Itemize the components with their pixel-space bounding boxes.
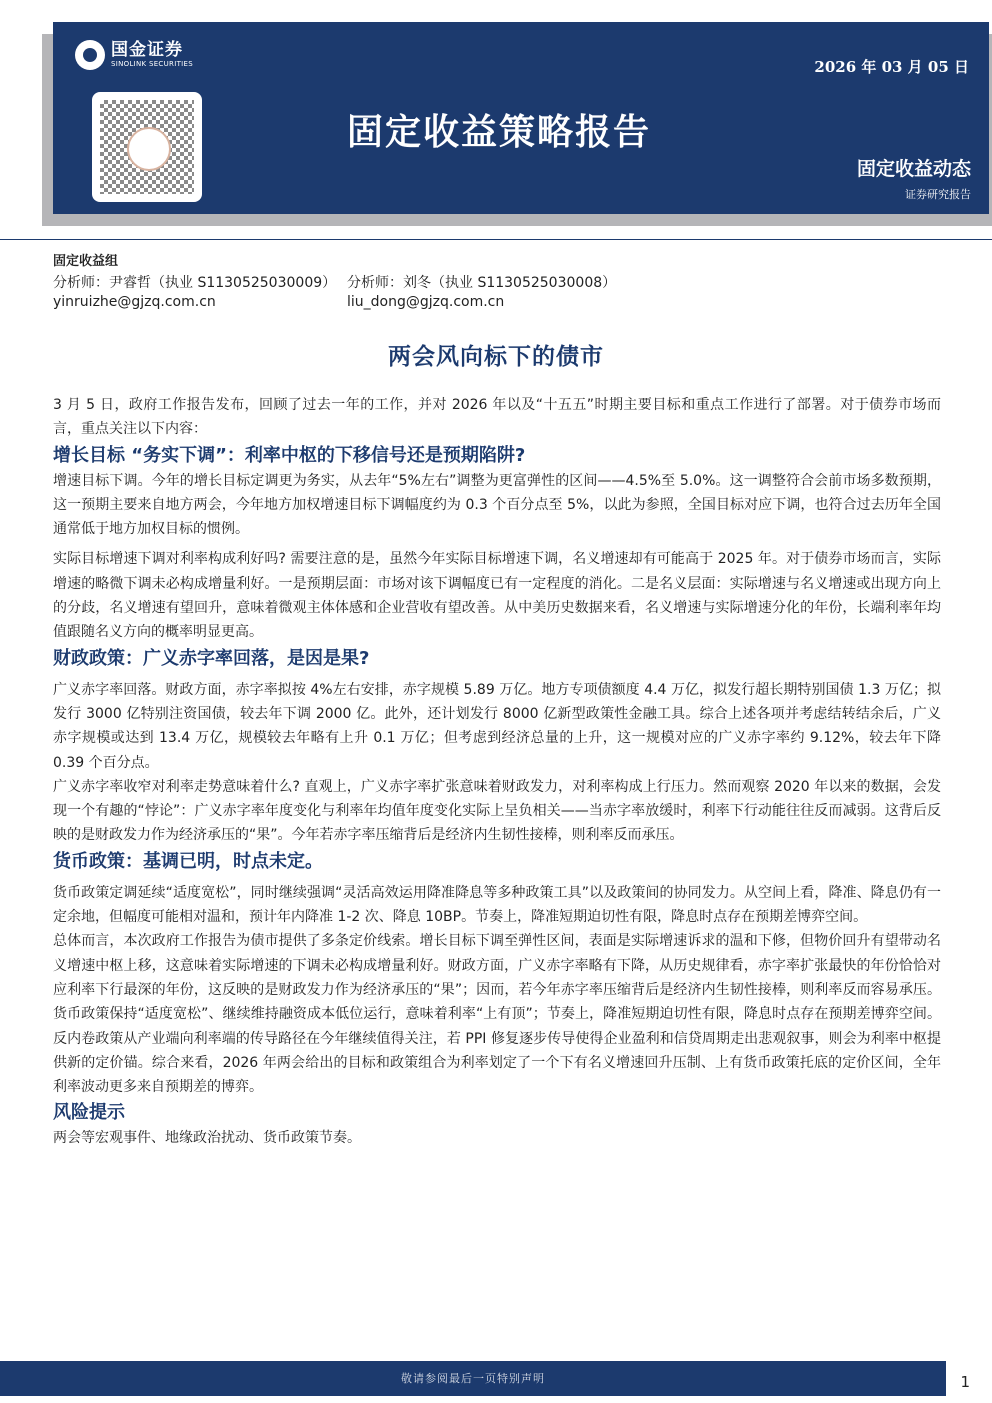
report-date: 2026 年 03 月 05 日 (814, 58, 969, 76)
paragraph: 广义赤字率回落。财政方面，赤字率拟按 4%左右安排，赤字规模 5.89 万亿。地方专项债额度 4.4 万亿，拟发行超长期特别国债 1.3 万亿；拟发行 3000 亿特别注资国债，较去年下调 2000 亿。此外，还计划发行 8000 亿新型政策性金融工具。综合上述各项并考虑结转结余后，广义赤字规模或达到 13.4 万亿，规模较去年略有上升 0.1 万亿；但考虑到经济总量的上升，这一规模对应的广义赤字率约 9.12%，较去年下降 0.39 个百分点。 (53, 681, 941, 771)
paragraph: 实际目标增速下调对利率构成利好吗? 需要注意的是，虽然今年实际目标增速下调，名义增速却有可能高于 2025 年。对于债券市场而言，实际增速的略微下调未必构成增量利好。一是预期层面：市场对该下调幅度已有一定程度的消化。二是名义层面：实际增速与名义增速或出现方向上的分歧，名义增速有望回升，意味着微观主体体感和企业营收有望改善。从中美历史数据来看，名义增速与实际增速分化的年份，长端利率年均值跟随名义方向的概率明显更高。 (53, 551, 941, 641)
page-number: 1 (960, 1373, 970, 1391)
report-subtype: 证券研究报告 (905, 188, 971, 201)
risk-text: 两会等宏观事件、地缘政治扰动、货币政策节奏。 (53, 1130, 361, 1147)
section-heading-growth: 增长目标 “务实下调”：利率中枢的下移信号还是预期陷阱? (53, 444, 526, 466)
report-type: 固定收益动态 (856, 158, 971, 180)
analyst-2-name: 分析师：刘冬（执业 S1130525030008） (347, 275, 617, 291)
brand-name-en: SINOLINK SECURITIES (111, 60, 193, 68)
paragraph: 货币政策定调延续“适度宽松”，同时继续强调“灵活高效运用降准降息等多种政策工具”以及政策间的协同发力。从空间上看，降准、降息仍有一定余地，但幅度可能相对温和，预计年内降准 1-2 次、降息 10BP。节奏上，降准短期迫切性有限，降息时点存在预期差博弈空间。 (53, 884, 941, 926)
analyst-1-name: 分析师：尹睿哲（执业 S1130525030009） (53, 275, 337, 291)
qr-code-icon (92, 92, 202, 202)
section-heading-monetary: 货币政策：基调已明，时点未定。 (53, 850, 323, 872)
footer-bar (0, 1361, 946, 1396)
report-body (53, 393, 941, 1151)
brand-logo (75, 40, 193, 70)
section-heading-fiscal: 财政政策：广义赤字率回落，是因是果? (53, 647, 370, 669)
brand-name-cn: 国金证券 (111, 40, 183, 60)
header-banner (53, 22, 989, 214)
section-heading-risk: 风险提示 (53, 1102, 125, 1124)
disclaimer-notice: 敬请参阅最后一页特别声明 (401, 1372, 545, 1385)
analyst-1-email[interactable]: yinruizhe@gjzq.com.cn (53, 294, 216, 310)
analyst-2-email[interactable]: liu_dong@gjzq.com.cn (347, 294, 505, 310)
paragraph: 广义赤字率收窄对利率走势意味着什么? 直观上，广义赤字率扩张意味着财政发力，对利率构成上行压力。然而观察 2020 年以来的数据，会发现一个有趣的“悖论”：广义赤字率年度变化与利率年均值年度变化实际上呈负相关——当赤字率放缓时，利率下行动能往往反而减弱。这背后反映的是财政发力作为经济承压的“果”。今年若赤字率压缩背后是经济内生韧性接棒，则利率反而承压。 (53, 778, 941, 844)
report-title: 固定收益策略报告 (347, 112, 652, 153)
logo-icon (75, 40, 105, 70)
document-title: 两会风向标下的债市 (388, 344, 604, 370)
research-group: 固定收益组 (53, 254, 119, 269)
intro-paragraph: 3 月 5 日，政府工作报告发布，回顾了过去一年的工作，并对 2026 年以及“十五五”时期主要目标和重点工作进行了部署。对于债券市场而言，重点关注以下内容： (53, 397, 941, 438)
header-divider (0, 239, 992, 240)
paragraph: 总体而言，本次政府工作报告为债市提供了多条定价线索。增长目标下调至弹性区间，表面是实际增速诉求的温和下修，但物价回升有望带动名义增速中枢上移，这意味着实际增速的下调未必构成增量利好。财政方面，广义赤字率略有下降，从历史规律看，赤字率扩张最快的年份恰恰对应利率下行最深的年份，这反映的是财政发力作为经济承压的“果”；因而，若今年赤字率压缩背后是经济内生韧性接棒，则利率反而容易承压。货币政策保持“适度宽松”、继续维持融资成本低位运行，意味着利率“上有顶”；节奏上，降准短期迫切性有限，降息时点存在预期差博弈空间。反内卷政策从产业端向利率端的传导路径在今年继续值得关注，若 PPI 修复逐步传导使得企业盈利和信贷周期走出悲观叙事，则会为利率中枢提供新的定价锚。综合来看，2026 年两会给出的目标和政策组合为利率划定了一个下有名义增速回升压制、上有货币政策托底的定价区间，全年利率波动更多来自预期差的博弈。 (53, 933, 941, 1096)
paragraph: 增速目标下调。今年的增长目标定调更为务实，从去年“5%左右”调整为更富弹性的区间——4.5%至 5.0%。这一调整符合会前市场多数预期，这一预期主要来自地方两会，今年地方加权增速目标下调幅度约为 0.3 个百分点至 5%，以此为参照，全国目标对应下调，也符合过去历年全国通常低于地方加权目标的惯例。 (53, 472, 941, 538)
